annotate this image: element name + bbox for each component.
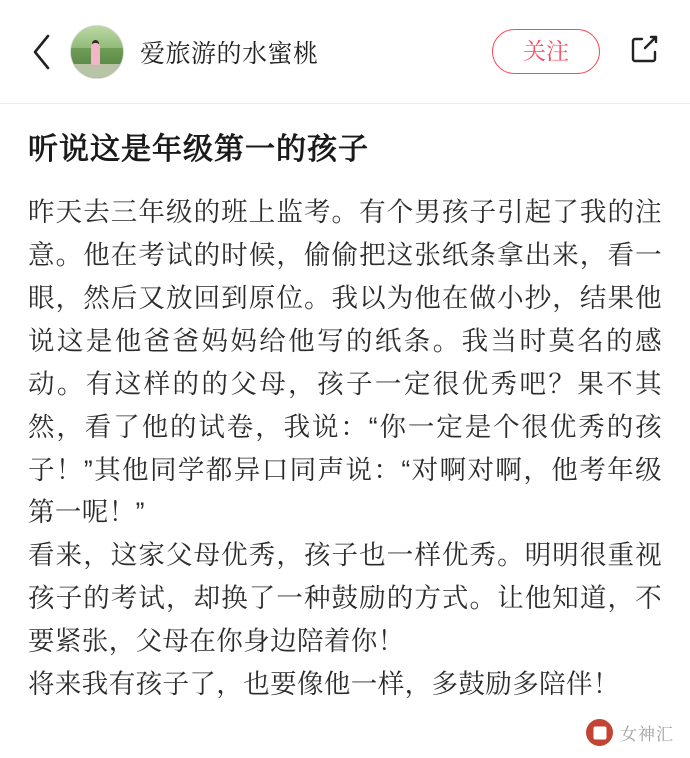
avatar[interactable] xyxy=(70,25,124,79)
article-paragraph: 昨天去三年级的班上监考。有个男孩子引起了我的注意。他在考试的时候，偷偷把这张纸条拿出来，看一眼，然后又放回到原位。我以为他在做小抄，结果他说这是他爸爸妈妈给他写的纸条。我当时莫名的感动。有这样的的父母，孩子一定很优秀吧？果不其然，看了他的试卷，我说：“你一定是个很优秀的孩子！”其他同学都异口同声说：“对啊对啊，他考年级第一呢！” xyxy=(28,197,662,528)
back-button[interactable] xyxy=(22,26,62,78)
chevron-left-icon xyxy=(31,33,53,71)
author-name[interactable]: 爱旅游的水蜜桃 xyxy=(140,39,319,68)
watermark-label: 女神汇 xyxy=(620,725,674,744)
share-external-icon xyxy=(627,32,661,71)
article-content xyxy=(0,104,690,706)
page-title: 听说这是年级第一的孩子 xyxy=(28,133,369,166)
article-paragraph: 将来我有孩子了，也要像他一样，多鼓励多陪伴！ xyxy=(28,669,620,700)
avatar-path xyxy=(71,64,123,78)
top-bar xyxy=(0,0,690,104)
avatar-person-body xyxy=(91,43,100,65)
article-paragraph: 看来，这家父母优秀，孩子也一样优秀。明明很重视孩子的考试，却换了一种鼓励的方式。让他知道，不要紧张，父母在你身边陪着你！ xyxy=(28,540,662,657)
share-button[interactable] xyxy=(624,32,664,72)
article-body xyxy=(28,191,662,706)
follow-button[interactable]: 关注 xyxy=(492,29,600,74)
watermark xyxy=(586,719,674,746)
brand-logo-icon xyxy=(586,719,613,746)
